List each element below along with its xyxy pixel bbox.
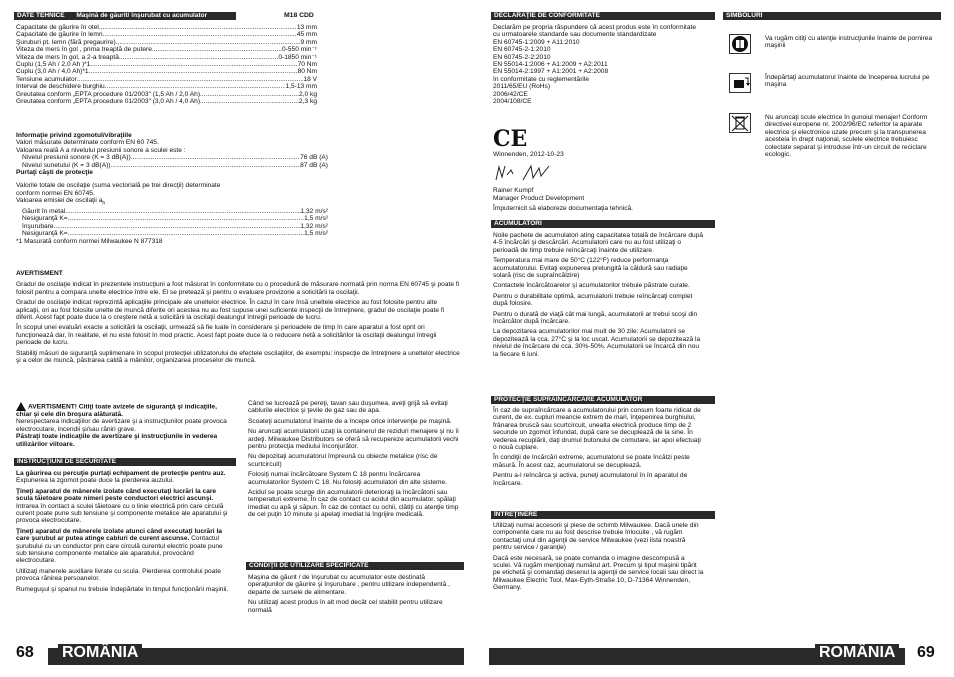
warning-block — [16, 402, 234, 448]
avertisment-section — [16, 270, 462, 367]
safety-paragraph: Folosiţi numai încărcătoare System C 18 pentru încărcarea acumulatorilor System C 18. Nu folosiţi acumulatori din alte sisteme. — [248, 471, 447, 486]
safety-text: Rumeguşul şi spanul nu trebuie îndepărtate în timpul funcţionării maşinii. — [16, 585, 229, 593]
spec-label: Nesiguranţă K= — [22, 215, 68, 223]
spec-value: 87 dB (A) — [300, 161, 328, 169]
safety-column-2 — [248, 400, 463, 522]
spec-row — [22, 230, 328, 237]
section-subtitle: Maşină de găurit/ înşurubat cu acumulator — [76, 12, 208, 19]
right-page — [477, 0, 954, 677]
vib-intro: Valorile totale de oscilaţie (suma vectorială pe trei direcţii) determinate conform normei EN 60745. — [16, 182, 221, 197]
spec-value: 1,5 m/s² — [304, 230, 328, 238]
safety-bar: INSTRUCŢIUNI DE SECURITATE — [14, 458, 236, 466]
acc-paragraph: Temperatura mai mare de 50°C (122°F) reduce performanţa acumulatorului. Evitaţi expunerea prelungită la căldură sau radiaţie solară (risc de supraîncălzire) — [493, 257, 688, 280]
safety-column-1 — [16, 470, 234, 596]
spec-label: Tensiune acumulator — [16, 75, 77, 83]
acc-paragraph: Noile pachete de acumulatori ating capacitatea totală de încărcare după 4-5 încărcări şi descărcări. Acumulatorii care nu au fost utilizaţi o perioadă de timp trebuie reîncărcaţi înainte de utilizare. — [493, 232, 704, 254]
spec-label: Viteza de mers în gol, a 2-a treaptă — [16, 53, 119, 61]
prot-paragraph: În caz de supraîncărcare a acumulatorului prin consum foarte ridicat de curent, de ex. cupluri meancie extrem de mari, înţepenirea burghiului, frânarea bruscă sau scurtcircuit, unealta electrică produce timp de 2 secunde un zgomot înfundat, după care se decuplează de la sine. În vederea recuplării, daţi drumul butonului de comutare, iar apoi efectuaţi o nouă cuplare. — [493, 407, 701, 452]
spec-row — [16, 76, 317, 83]
spec-label: Cuplu (3,0 Ah / 4,0 Ah)*1 — [16, 68, 89, 76]
footnote: *1 Masurată conform normei Milwaukee N 877318 — [16, 237, 163, 245]
noise-title: Informaţie privind zgomotul/vibraţiile — [16, 132, 132, 139]
symbols-bar: SIMBOLURI — [723, 12, 941, 20]
page-number: 68 — [16, 644, 34, 661]
spec-label: Nivelul sunetului (K = 3 dB(A)) — [22, 161, 111, 169]
remove-battery-icon — [729, 73, 751, 93]
spec-value: 0-550 min⁻¹ — [282, 46, 317, 54]
spec-table — [16, 24, 317, 105]
noise-section — [16, 132, 328, 245]
warning-icon — [16, 402, 26, 411]
spec-row — [16, 91, 317, 98]
spec-label: Greutatea conform „EPTA procedure 01/2003" (1,5 Ah / 2,0 Ah) — [16, 90, 201, 98]
spec-label: Cuplu (1,5 Ah / 2,0 Ah )*1 — [16, 61, 91, 69]
spec-label: Şuruburi pt. lemn (fără pregaurire) — [16, 38, 116, 46]
spec-row — [16, 61, 317, 68]
safety-paragraph — [16, 488, 234, 525]
spec-label: Viteza de mers în gol , prima treaptă de putere — [16, 46, 152, 54]
prot-paragraph: În condiţii de încărcări extreme, acumulatorul se poate încălzi peste măsură. În acest caz, acumulatorul se decuplează. — [493, 454, 690, 469]
avertisment-title: AVERTISMENT — [16, 270, 63, 277]
spec-row — [22, 162, 328, 169]
spec-row — [22, 215, 328, 222]
place-date: Winnenden, 2012-10-23 — [493, 151, 564, 158]
declaration-line: în conformitate cu reglementările — [493, 75, 590, 83]
avertisment-paragraph: În scopul unei evaluări exacte a solicitării la oscilaţii, urmează să fie luate în considerare şi perioadele de timp în care aparatul a fost oprit ori funcţionează dar, în realitate, el nu este folosit în mod practic. Acest fapt poate duce la o reducere netă a solicitărilor la oscilaţii dealungul întregii perioade de lucru. — [16, 324, 437, 347]
safety-text: Intrarea în contact a sculei tăietoare cu o linie electrică prin care circulă curent poate pune sub tensiune şi componente metalice ale aparatului şi provoca electrocutare. — [16, 502, 228, 525]
safety-bold: Ţineţi aparatul de mânerele izolate atunci când executaţi lucrări la care şurubul ar putea atinge cabluri de curent ascunse. — [16, 527, 222, 543]
acc-paragraphs — [493, 232, 705, 361]
safety-text: Utilizaţi manerele auxiliare livrate cu scula. Pierderea controlului poate provoca rănirea persoanelor. — [16, 567, 221, 583]
signer-title: Manager Product Development — [493, 195, 585, 202]
noise-intro: Valori măsurate determinate conform EN 60 745. — [16, 139, 159, 147]
country-label: ROMÂNIA — [58, 644, 142, 662]
prot-paragraphs — [493, 407, 705, 490]
usage-paragraph: Nu utilizaţi acest produs în alt mod decât cel stabilit pentru utilizare normală — [248, 599, 443, 614]
read-manual-icon — [729, 34, 751, 54]
spec-value: 18 V — [303, 75, 317, 83]
noise-intro2: Valoarea reală A a nivelului presiunii sonore a sculei este : — [16, 146, 186, 154]
safety-paragraph — [16, 528, 234, 565]
vib-rows — [16, 208, 328, 238]
maint-paragraphs — [493, 522, 705, 595]
declaration-line: 2004/108/CE — [493, 98, 532, 106]
usage-paragraph: Maşina de găurit / de înşurubat cu acumulator este destinată operaţiunilor de găurire şi înşurubare , pentru utilizare independentă , departe de sursele de alimentare. — [248, 574, 450, 596]
spec-row — [16, 54, 317, 61]
safety-bold: La găurirea cu percuţie purtaţi echipament de protecţie pentru auz. — [16, 470, 226, 477]
spec-row — [16, 68, 317, 75]
declaration-line: EN 60745-2-2:2010 — [493, 53, 551, 61]
section-title: DATE TEHNICE — [17, 12, 65, 19]
avertisment-paragraph: Gradul de oscilaţie indicat reprezintă aplicaţiile principale ale uneltelor electrice. În cazul în care însă uneltele electrice au fost folosite pentru alte aplicaţii, ori au fost folosite unelte de muncă diferite ori acestea nu au fost supuse unei suficiente inspecţii de întreţinere, gradul de oscilaţie poate fi diferit. Acest fapt poate duce la o creştere netă a solicitării la oscilaţii dealungul întregii perioade de lucru. — [16, 299, 445, 322]
spec-value: 9 mm — [300, 38, 317, 46]
declaration-line: EN 55014-1:2006 + A1:2009 + A2:2011 — [493, 61, 608, 69]
spec-label: Capacitate de găurire în otel — [16, 24, 99, 31]
spec-value: 2,3 kg — [299, 98, 317, 106]
ear-protection: Purtaţi căşti de protecţie — [16, 169, 93, 177]
spec-row — [16, 46, 317, 53]
spec-label: Nesiguranţă K= — [22, 230, 68, 238]
safety-text: Contactul şurubului cu un conductor prin care circulă curentul electric poate pune sub tensiune componente metalice ale aparatului, provocând electrocutare. — [16, 535, 223, 565]
usage-bar: CONDIŢII DE UTILIZARE SPECIFICATE — [246, 562, 464, 570]
spec-row — [16, 39, 317, 46]
declaration-line: EN 60745-1:2009 + A11:2010 — [493, 38, 580, 46]
model-name: M18 CDD — [284, 12, 314, 19]
crossed-bin-icon — [729, 113, 751, 133]
declaration-text — [493, 24, 698, 105]
spec-label: Înşurubare — [22, 222, 54, 230]
spec-row — [16, 98, 317, 105]
symbol-text-3: Nu aruncaţi scule electrice în gunoiul menajer! Conform directivei europene nr. 2002/96/EC referitor la aparate electrice şi electronice uzate precum şi la transpunerea acesteia în drept naţional, sculele electrice trebuiesc colectate separat şi introduse într-un circuit de reciclare ecologic. — [765, 114, 928, 159]
spec-value: 80 Nm — [297, 68, 317, 76]
symbol-text-1: Va rugăm citiţi cu atenţie instrucţiunile înainte de pornirea maşinii — [765, 35, 933, 50]
spec-label: Găurit în metal — [22, 207, 66, 215]
spec-value: 2,0 kg — [299, 90, 317, 98]
country-label: ROMÂNIA — [815, 644, 899, 662]
vib-intro2: Valoarea emisiei de oscilaţii $a_h$ — [16, 197, 106, 207]
ce-mark: CE — [493, 126, 528, 152]
maint-bar: ÎNTREŢINERE — [491, 511, 715, 519]
acc-paragraph: Pentru o durată de viaţă cât mai lungă, acumulatorii ar trebui scoşi din încărcător după încărcare. — [493, 310, 698, 326]
spec-row — [22, 223, 328, 230]
spec-value: 1,5-13 mm — [285, 83, 317, 91]
safety-bold: Ţineţi aparatul de mânerele izolate când executaţi lucrări la care scula tăietoare poate nimeri peste conductori electrici ascunşi. — [16, 487, 217, 503]
safety-paragraph — [16, 568, 234, 583]
noise-rows — [16, 154, 328, 169]
signer-authority: Împuternicit să elaboreze documentaţia tehnică. — [493, 205, 634, 212]
safety-paragraph: Nu aruncaţi acumulatorii uzaţi la containerul de reziduri menajere şi nu îi ardeţi. Milwaukee Distributors se oferă să recupereze acumulatorii vechi pentru protecţia mediului înconjurător. — [248, 428, 459, 451]
safety-paragraph — [16, 586, 234, 593]
acc-paragraph: Contactele încărcătoarelor şi acumulatorilor trebuie păstrate curate. — [493, 282, 690, 290]
spec-row — [22, 208, 328, 215]
prot-bar: PROTECŢIE SUPRAÎNCĂRCARE ACUMULATOR — [491, 396, 715, 404]
spec-row — [16, 24, 317, 31]
symbol-text-2: Îndepărtaţi acumulatorul înainte de începerea lucrului pe maşina — [765, 74, 930, 89]
declaration-line: EN 60745-2-1:2010 — [493, 46, 551, 54]
spec-row — [22, 154, 328, 161]
spec-value: 1,5 m/s² — [304, 215, 328, 223]
avertisment-paragraphs — [16, 281, 462, 364]
spec-label: Greutatea conform „EPTA procedure 01/2003" (3,0 Ah / 4,0 Ah) — [16, 98, 201, 106]
prot-paragraph: Pentru a-l reîncărca şi activa, puneţi acumulatorul în în aparatul de încărcare. — [493, 472, 688, 487]
maint-paragraph: Utilizaţi numai accesorii şi piese de schimb Milwaukee. Dacă unele din componente care nu au fost descrise trebuie înlocuite , vă rugăm contactaţi unul din agenţii de service Milwaukee (vezi lista noastră pentru service / garanţie) — [493, 522, 699, 552]
spec-value: 0-1850 min⁻¹ — [278, 53, 317, 61]
declaration-line: 2011/65/EU (RoHs) — [493, 83, 551, 91]
safety-paragraph: Scoateţi acumulatorul înainte de a începe orice intervenţie pe maşină. — [248, 417, 452, 425]
warning-bold: AVERTISMENT! Citiţi toate avizele de siguranţă şi indicaţiile, chiar şi cele din broşura alăturată. — [16, 403, 217, 418]
spec-value: 76 dB (A) — [300, 154, 328, 162]
acc-bar: ACUMULATORI — [491, 220, 715, 228]
declaration-line: 2006/42/CE — [493, 90, 528, 98]
tech-data-header-bar — [14, 12, 236, 20]
signature — [493, 162, 563, 184]
warning-text: Nerespectarea indicaţiilor de avertizare şi a instrucţiunilor poate provoca electrocutare, incendii şi/sau răniri grave. — [16, 418, 227, 433]
safety-paragraph: Acidul se poate scurge din acumulatorii deterioraţi la încărcătorii sau temperaturi extreme. În caz de contact cu acidul din acumulator, spălaţi imediat cu apă şi săpun. În caz de contact cu ochii, clătiţi cu atenţie timp de cel puţin 10 minute şi apelaţi imediat la îngrijire medicală. — [248, 489, 459, 519]
declaration-line: Declarăm pe propria răspundere că acest produs este în conformitate cu urmatoarele standarde sau documente standardizate — [493, 24, 697, 39]
safety-paragraph: Când se lucrează pe pereţi, tavan sau duşumea, aveţi grijă să evitaţi cablurile electrice şi ţevile de gaz sau de apa. — [248, 400, 448, 415]
spec-value: 70 Nm — [297, 61, 317, 69]
spec-value: 1,32 m/s² — [300, 222, 328, 230]
spec-label: Capacitate de găurire în lemn — [16, 31, 103, 39]
signer-name: Rainer Kumpf — [493, 187, 534, 194]
safety-text: Expunerea la zgomot poate duce la pierderea auzului. — [16, 477, 174, 485]
avertisment-paragraph: Gradul de oscilaţie indicat în prezentele instrucţiuni a fost măsurat în conformitate cu o procedură de măsurare normată prin norma EN 60745 şi poate fi folosit pentru a compara unelte electrice între ele. El se pretează şi pentru o evaluare provizorie a solicitării la oscilaţii. — [16, 281, 460, 296]
spec-row — [16, 83, 317, 90]
spec-label: Nivelul presiunii sonore (K = 3 dB(A)) — [22, 154, 131, 162]
spec-row — [16, 31, 317, 38]
declaration-bar: DECLARAŢIE DE CONFORMITATE — [491, 12, 715, 20]
safety-paragraph — [16, 470, 234, 485]
avertisment-paragraph: Stabiliţi măsuri de siguranţă suplimenare în scopul protecţiei utilizatorului de efectele oscilaţiilor, de exemplu: inspecţie de întreţinere a uneltelor electrice şi a celor de muncă, păstrarea caldă a mâinilor, organizarea proceselor de muncă. — [16, 349, 460, 365]
usage-paragraphs — [248, 574, 463, 617]
spec-label: Interval de deschidere burghiu — [16, 83, 105, 91]
safety-paragraph: Nu depozitaţi acumulatorul împreună cu obiecte metalice (risc de scurtcircuit) — [248, 453, 438, 468]
warning-bold2: Păstraţi toate indicaţiile de avertizare şi instrucţiunile în vederea utilizărilor viitoare. — [16, 433, 218, 448]
spec-value: 1,32 m/s² — [300, 207, 328, 215]
acc-paragraph: La depozitarea acumulatorilor mai mult de 30 zile: Acumulatorii se depozitează la cca. 27°C şi la loc uscat. Acumulatorii se depozitează la nivelul de încărcare de cca. 30%-50%. Acumulatorii se încarcă din nou la fiecare 6 luni. — [493, 328, 701, 358]
declaration-line: EN 55014-2:1997 + A1:2001 + A2:2008 — [493, 68, 609, 76]
spec-value: 13 mm — [296, 24, 317, 31]
page-number: 69 — [917, 644, 935, 661]
spec-value: 45 mm — [296, 31, 317, 39]
acc-paragraph: Pentru o durabilitate optimă, acumulatorii trebuie reîncărcaţi complet după folosire. — [493, 292, 693, 308]
maint-paragraph: Dacă este necesară, se poate comanda o imagine descompusă a sculei. Vă rugăm menţionaţi numărul art. Precum şi tipul maşinii tipărit pe etichetă şi comandaţi desenul la agenţii de service locali sau direct la Milwaukee Electric Tool, Max-Eyth-Straße 10, D-71364 Winnenden, Germany. — [493, 554, 704, 592]
